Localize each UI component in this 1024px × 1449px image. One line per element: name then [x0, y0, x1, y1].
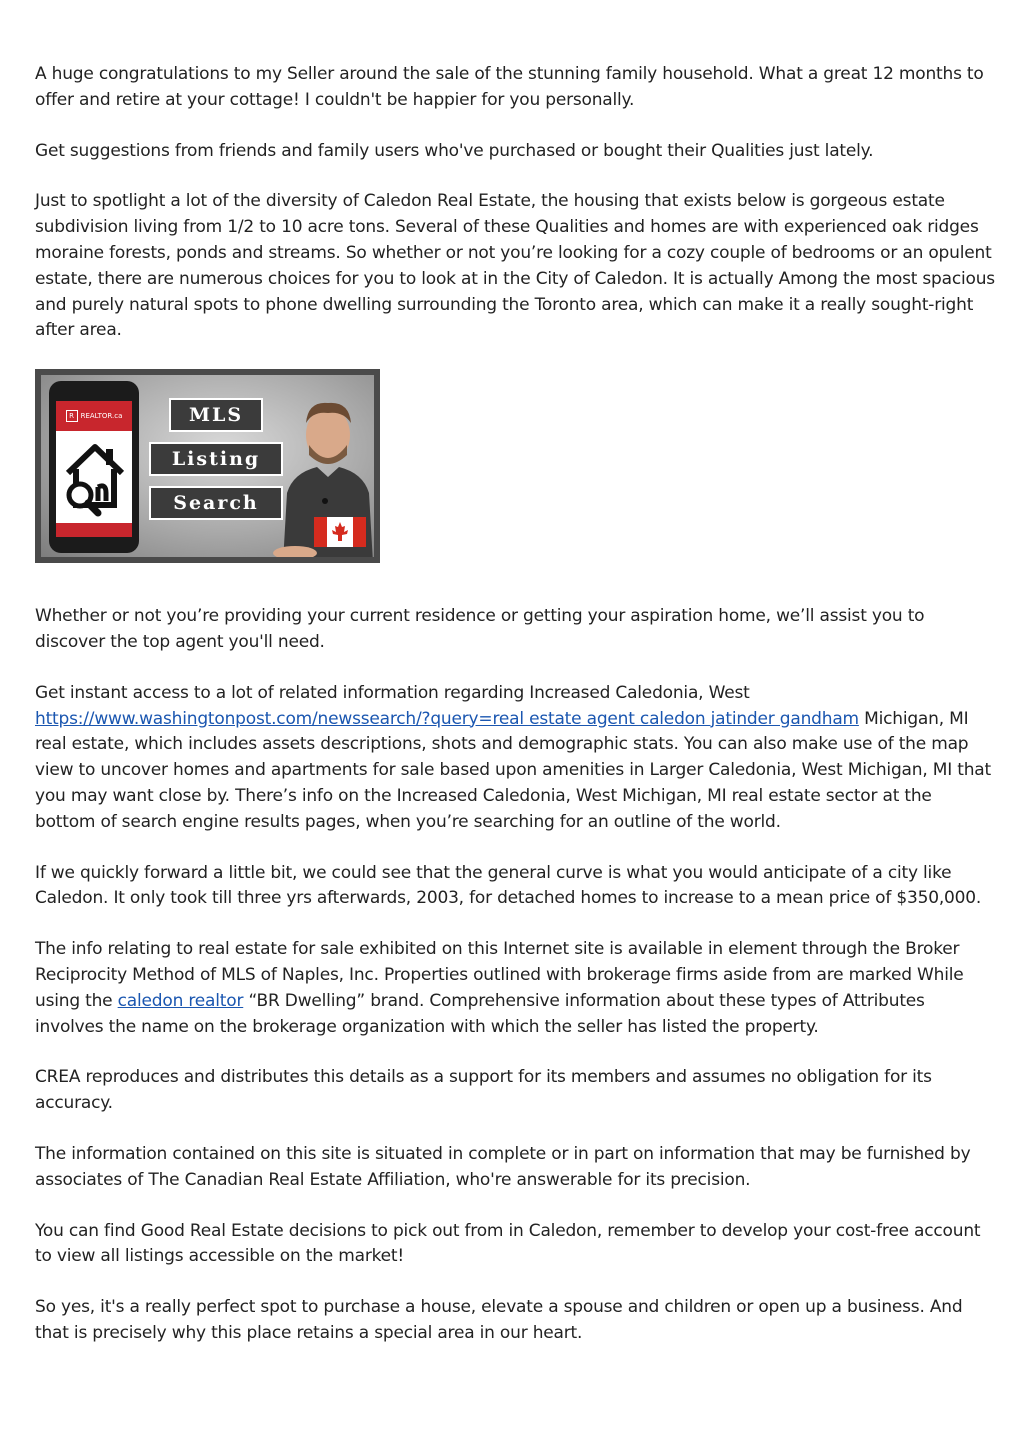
paragraph-listings: You can find Good Real Estate decisions to pick out from in Caledon, remember to develop your cost-free account to view all listings accessible on the market!	[35, 1220, 981, 1267]
paragraph-information-source: The information contained on this site is situated in complete or in part on information that may be furnished by associates of The Canadian Real Estate Affiliation, who're answerable for its precision.	[35, 1143, 971, 1190]
sign-search: Search	[149, 486, 283, 520]
paragraph-diversity: Just to spotlight a lot of the diversity of Caledon Real Estate, the housing that exists below is gorgeous estate subdivision living from 1/2 to 10 acre tons. Several of these Qualities and homes are with experienced oak ridges moraine forests, ponds and streams. So whether or not you’re looking for a cozy couple of bedrooms or an opulent estate, there are numerous choices for you to look at in the City of Caledon. It is actually Among the most spacious and purely natural spots to phone dwelling surrounding the Toronto area, which can make it a really sought-right after area.	[35, 191, 995, 341]
paragraph-suggestions: Get suggestions from friends and family users who've purchased or bought their Qualities just lately.	[35, 140, 874, 161]
realtor-logo-text: REALTOR.ca	[80, 412, 123, 421]
washingtonpost-search-link[interactable]: https://www.washingtonpost.com/newssearch/?query=real estate agent caledon jatinder gandham	[35, 708, 859, 729]
house-search-icon	[62, 439, 128, 517]
article	[35, 62, 995, 1372]
paragraph-closing: So yes, it's a really perfect spot to purchase a house, elevate a spouse and children or open up a business. And that is precisely why this place retains a special area in our heart.	[35, 1297, 963, 1343]
phone-bottom-bar	[56, 523, 132, 537]
paragraph-caledonia-info	[35, 681, 995, 836]
realtor-logo	[56, 401, 132, 431]
paragraph-text: Get instant access to a lot of related information regarding Increased Caledonia, West	[35, 682, 750, 703]
paragraph-price-curve: If we quickly forward a little bit, we could see that the general curve is what you would anticipate of a city like Caledon. It only took till three yrs afterwards, 2003, for detached homes to increase to a mean price of $350,000.	[35, 862, 982, 909]
paragraph-broker-reciprocity	[35, 937, 995, 1040]
paragraph-agent: Whether or not you’re providing your current residence or getting your aspiration home, we’ll assist you to discover the top agent you'll need.	[35, 606, 925, 652]
phone-icon	[49, 381, 139, 553]
sign-listing: Listing	[149, 442, 283, 476]
thumbnail-background	[41, 375, 374, 557]
paragraph-text: Michigan, MI real estate, which includes assets descriptions, shots and demographic stats. You can also make use of the map view to uncover homes and apartments for sale based upon amenities in Larger Caledonia, West Michigan, MI that you may want close by. There’s info on the Increased Caledonia, West Michigan, MI real estate sector at the bottom of search engine results pages, when you’re searching for an outline of the world.	[35, 708, 991, 832]
mls-listing-search-thumbnail[interactable]	[35, 369, 380, 563]
sign-mls: MLS	[169, 398, 263, 432]
canada-flag-icon	[314, 517, 366, 547]
phone-screen	[56, 401, 132, 537]
realtor-r-mark: R	[66, 410, 78, 422]
paragraph-congratulations: A huge congratulations to my Seller around the sale of the stunning family household. What a great 12 months to offer and retire at your cottage! I couldn't be happier for you personally.	[35, 64, 984, 110]
paragraph-text: The info relating to real estate for sale exhibited on this Internet site is available in element through the Broker Reciprocity Method of MLS of Naples, Inc. Properties outlined with brokerage firms aside from are marked While using the	[35, 939, 964, 1011]
paragraph-text: “BR Dwelling” brand. Comprehensive information about these types of Attributes involves the name on the brokerage organization with which the seller has listed the property.	[35, 990, 925, 1037]
caledon-realtor-link[interactable]: caledon realtor	[117, 990, 244, 1011]
paragraph-crea: CREA reproduces and distributes this details as a support for its members and assumes no obligation for its accuracy.	[35, 1067, 932, 1114]
